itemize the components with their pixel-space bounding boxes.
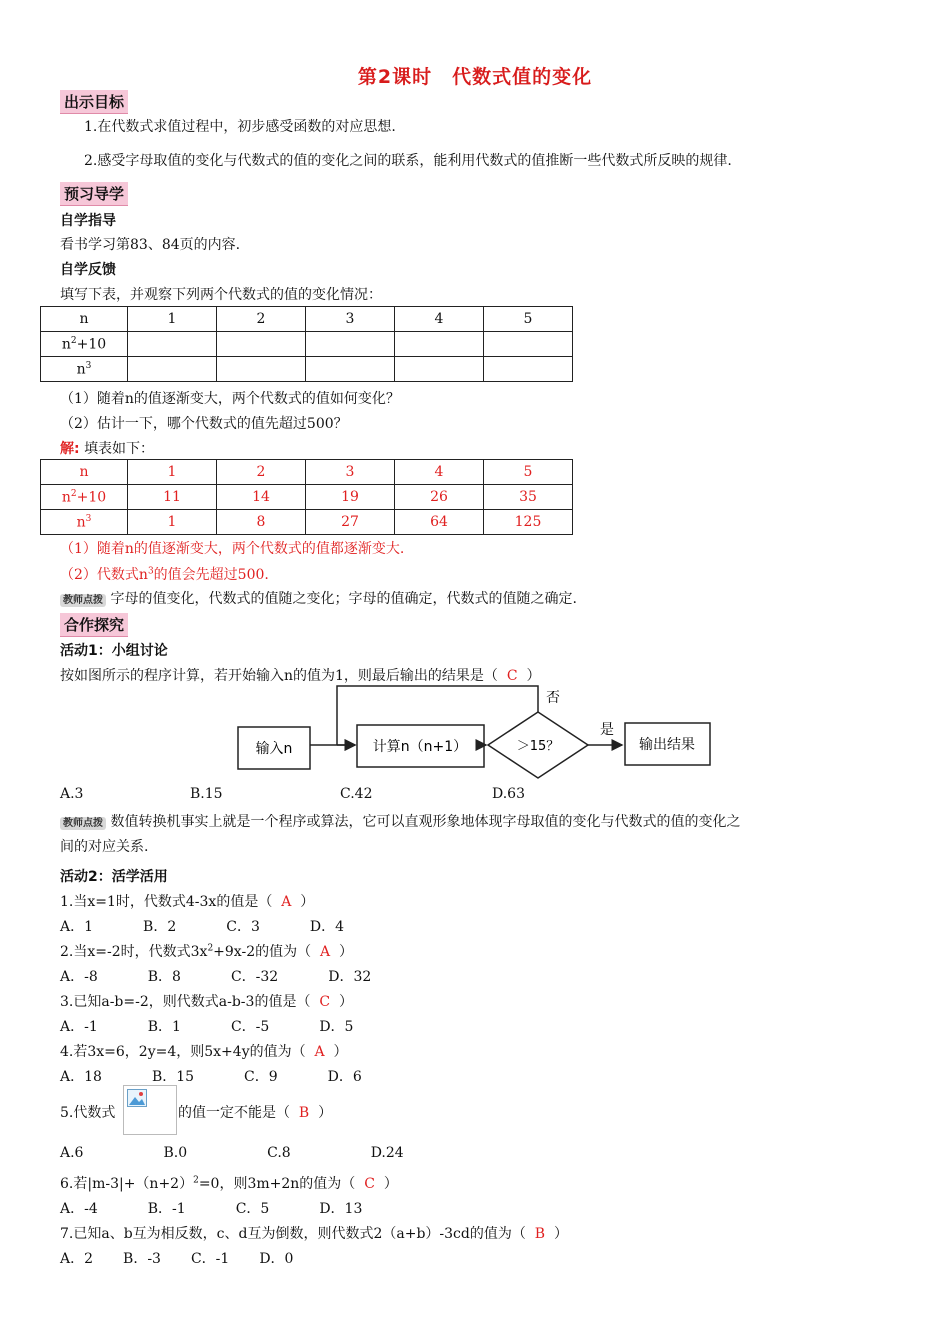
yes-label: 是 [600, 722, 614, 738]
missing-formula-image [123, 1085, 177, 1135]
table-cell: 1 [128, 307, 217, 332]
a2-options-6: A．-4 B．-1 C．5 D．13 [60, 1201, 363, 1217]
answer-table [40, 459, 573, 535]
compute-label: 计算n（n+1） [372, 739, 468, 755]
table-cell: 3 [306, 460, 395, 485]
answer-1: （1）随着n的值逐渐变大，两个代数式的值都逐渐变大. [60, 541, 405, 557]
question-1: （1）随着n的值逐渐变大，两个代数式的值如何变化？ [60, 391, 400, 407]
table-cell: 14 [217, 485, 306, 510]
tip-text: 数值转换机事实上就是一个程序或算法，它可以直观形象地体现字母取值的变化与代数式的值的变化之 [110, 814, 741, 830]
activity1-option-d: D.63 [492, 786, 525, 802]
activity1-question: 按如图所示的程序计算，若开始输入n的值为1，则最后输出的结果是（ C ） [60, 668, 541, 684]
table-cell: 35 [484, 485, 573, 510]
question-2: （2）估计一下，哪个代数式的值先超过500？ [60, 416, 348, 432]
table-cell: $n^3$ [41, 357, 128, 382]
table-cell: $n^2+10$ [41, 332, 128, 357]
a2-question-1: 1.当x=1时，代数式4-3x的值是（ A ） [60, 894, 315, 910]
a2-options-7: A．2 B．-3 C．-1 D．0 [60, 1251, 294, 1267]
tip-label: 教师点拨 [60, 817, 106, 830]
a2-options-2: A．-8 B．8 C．-32 D．32 [60, 969, 372, 985]
blank-table [40, 306, 573, 382]
table-cell: 11 [128, 485, 217, 510]
a2-question-2: 2.当x=-2时，代数式$3x^2+9x-2$的值为（ A ） [60, 943, 354, 960]
tip-1 [60, 588, 577, 608]
solution-line [60, 438, 154, 458]
table-cell: 4 [395, 307, 484, 332]
table-cell: 8 [217, 510, 306, 535]
no-label: 否 [546, 690, 560, 706]
input-label: 输入n [255, 741, 293, 757]
a2-options-3: A．-1 B．1 C．-5 D．5 [60, 1019, 354, 1035]
self-study-heading: 自学指导 [60, 213, 116, 229]
table-cell: n [41, 460, 128, 485]
activity2-heading: 活动2：活学活用 [60, 869, 168, 885]
answer-2: （2）代数式$n^3$的值会先超过500. [60, 566, 269, 583]
solution-label: 解: [60, 441, 80, 457]
table-cell: 27 [306, 510, 395, 535]
section-goals: 出示目标 [60, 90, 128, 114]
activity1-answer: C [506, 668, 518, 684]
tip-2 [60, 811, 740, 831]
page-title: 第2课时 代数式值的变化 [357, 66, 593, 88]
table-cell: 5 [484, 307, 573, 332]
self-study-text: 看书学习第83、84页的内容. [60, 237, 241, 253]
activity1-heading: 活动1：小组讨论 [60, 643, 168, 659]
table-cell: n [41, 307, 128, 332]
table-cell: 125 [484, 510, 573, 535]
condition-label: ＞15？ [516, 739, 560, 754]
tip-2-cont: 间的对应关系. [60, 839, 149, 855]
solution-text: 填表如下： [84, 441, 155, 457]
a2-question-5: 5.代数式 [60, 1105, 116, 1121]
feedback-text: 填写下表，并观察下列两个代数式的值的变化情况： [60, 287, 382, 303]
activity1-option-c: C.42 [340, 786, 373, 802]
output-label: 输出结果 [639, 737, 695, 753]
section-coop: 合作探究 [60, 613, 128, 637]
table-cell: $n^2+10$ [41, 485, 128, 510]
section-preview: 预习导学 [60, 182, 128, 206]
table-cell: 2 [217, 307, 306, 332]
a2-options-1: A．1 B．2 C．3 D．4 [60, 919, 344, 935]
a2-question-6: 6.若$|m-3|+(n+2)^2=0$，则3m+2n的值为（ C ） [60, 1175, 398, 1192]
broken-image-icon [127, 1089, 147, 1107]
table-cell: 1 [128, 460, 217, 485]
table-cell: 1 [128, 510, 217, 535]
table-cell: 64 [395, 510, 484, 535]
a2-question-3: 3.已知a-b=-2，则代数式a-b-3的值是（ C ） [60, 994, 353, 1010]
goal-2: 2.感受字母取值的变化与代数式的值的变化之间的联系，能利用代数式的值推断一些代数式所反映的规律. [84, 153, 732, 169]
a2-question-4: 4.若3x=6，2y=4，则5x+4y的值为（ A ） [60, 1044, 348, 1060]
table-cell: 19 [306, 485, 395, 510]
tip-text: 字母的值变化，代数式的值随之变化；字母的值确定，代数式的值随之确定. [110, 591, 577, 607]
table-cell: 26 [395, 485, 484, 510]
table-cell: 3 [306, 307, 395, 332]
activity1-option-b: B.15 [190, 786, 223, 802]
a2-options-4: A．18 B．15 C．9 D．6 [60, 1069, 362, 1085]
feedback-heading: 自学反馈 [60, 262, 116, 278]
a2-question-7: 7.已知a、b互为相反数，c、d互为倒数，则代数式2（a+b）-3cd的值为（ B ） [60, 1226, 568, 1242]
program-flowchart [230, 682, 720, 782]
tip-label: 教师点拨 [60, 594, 106, 607]
table-cell: 4 [395, 460, 484, 485]
table-cell: $n^3$ [41, 510, 128, 535]
goal-1: 1.在代数式求值过程中，初步感受函数的对应思想. [84, 119, 396, 135]
table-cell: 2 [217, 460, 306, 485]
table-cell: 5 [484, 460, 573, 485]
a2-options-5: A.6 B.0 C.8 D.24 [60, 1145, 404, 1161]
a2-question-5-post: 的值一定不能是（ B ） [178, 1105, 333, 1121]
activity1-option-a: A.3 [60, 786, 84, 802]
